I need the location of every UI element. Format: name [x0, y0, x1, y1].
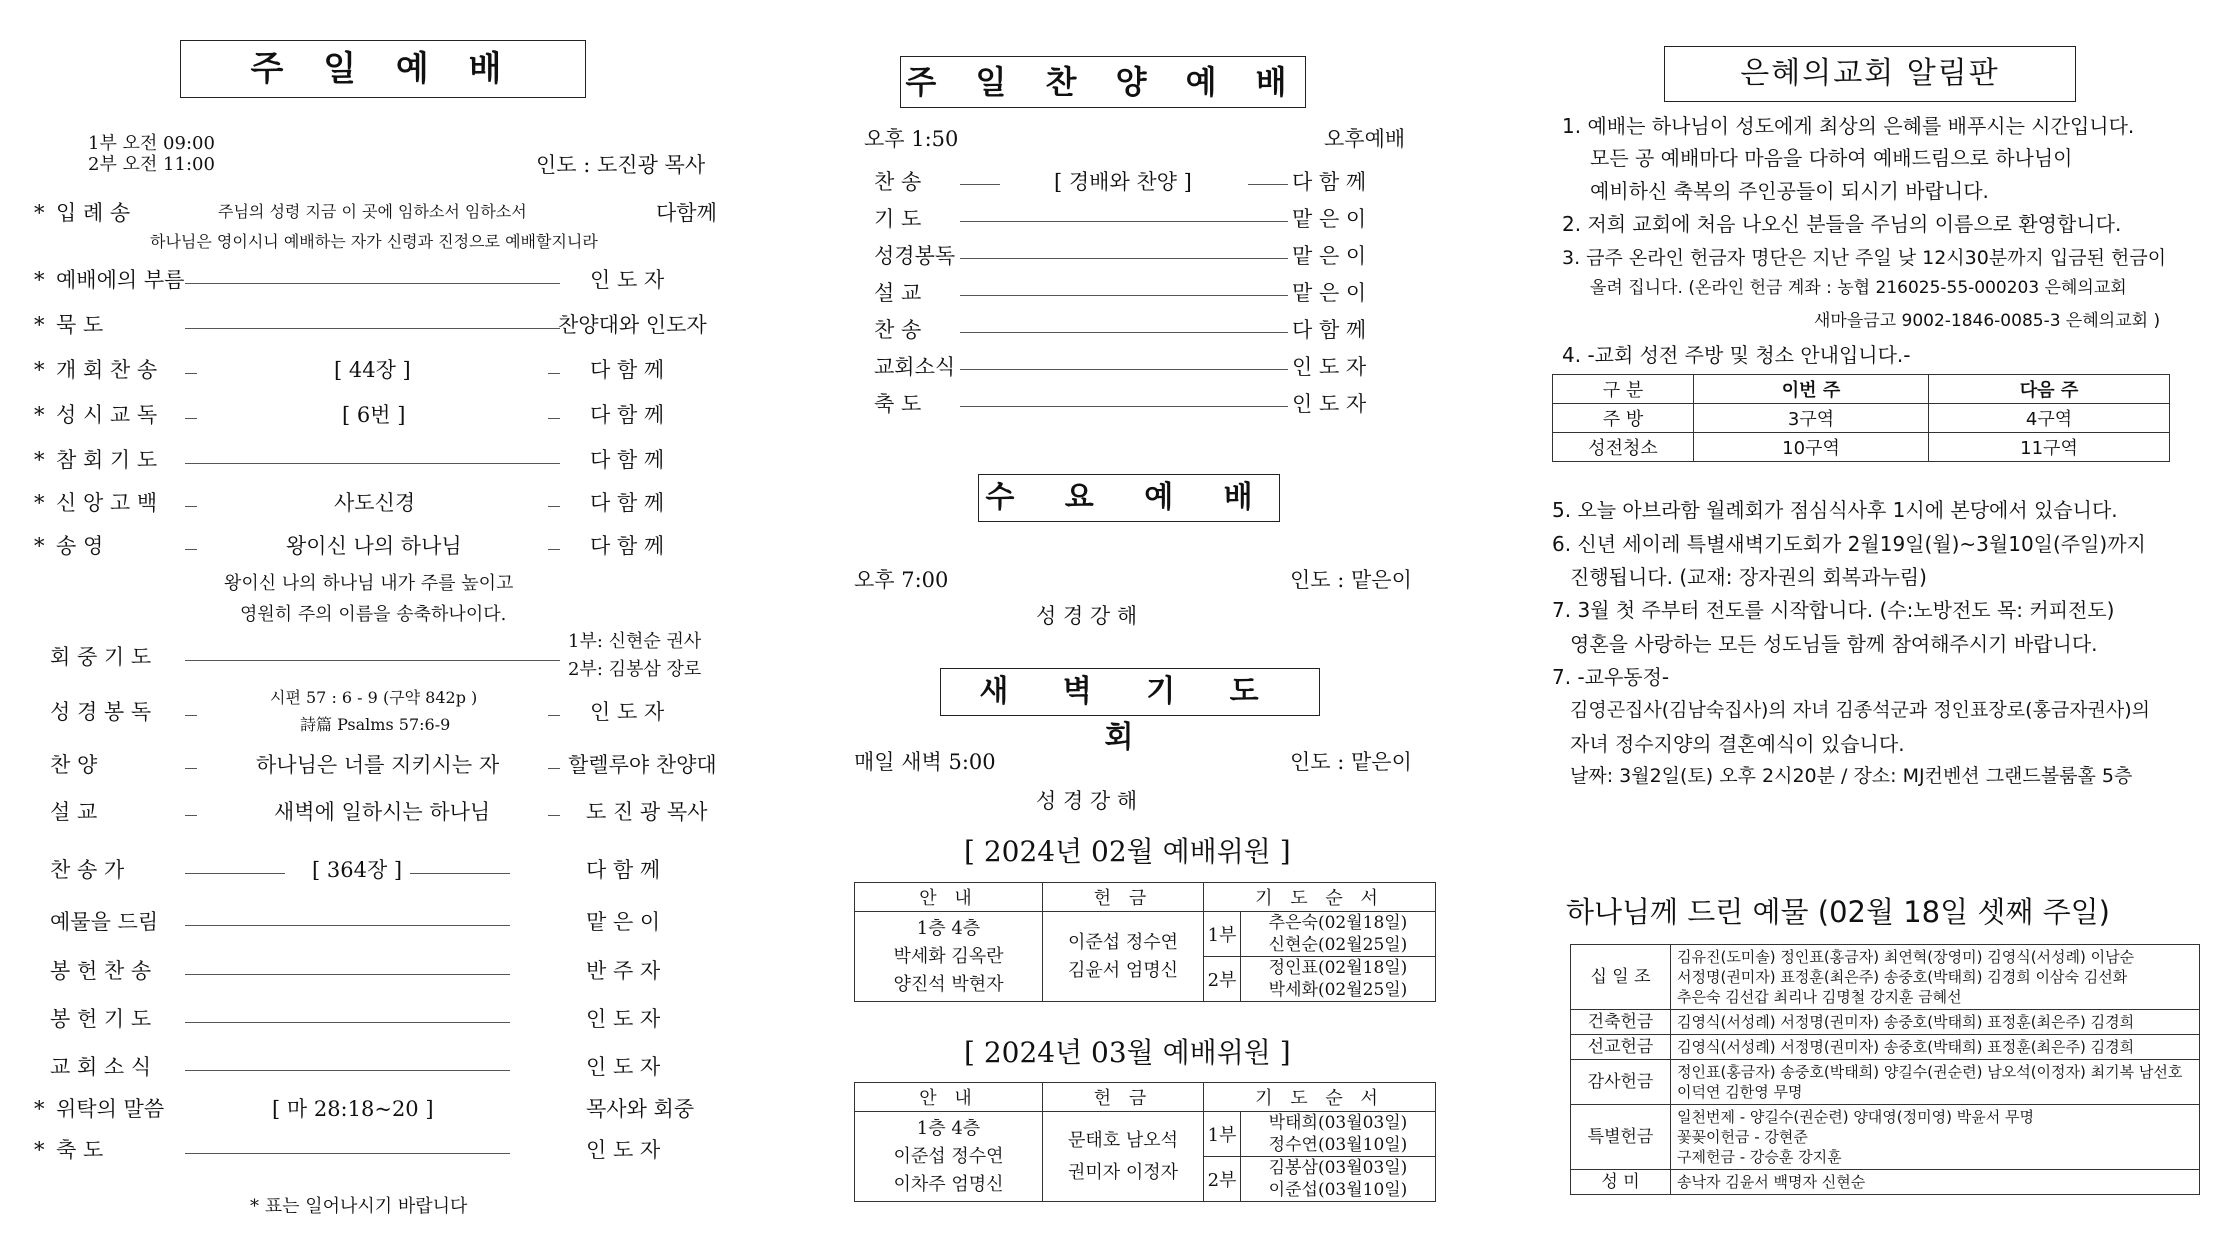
- news-right: 인 도 자: [586, 1055, 661, 1079]
- notice-board-title: 은혜의교회 알림판: [1664, 46, 2076, 102]
- offering-right: 맡 은 이: [586, 910, 661, 934]
- prayer-name: 이준섭(03월10일): [1268, 1180, 1408, 1200]
- offering-cell: [1043, 912, 1204, 1002]
- scripture-right: 인 도 자: [590, 700, 665, 724]
- offering-names: [1671, 1105, 2200, 1170]
- entrance-label: 입 례 송: [56, 201, 131, 225]
- feb-committee-table: [854, 882, 1436, 1002]
- notice-5: 5. 오늘 아브라함 월례회가 점심식사후 1시에 본당에서 있습니다.: [1552, 498, 2118, 522]
- praise-item-label: 교회소식: [874, 355, 956, 379]
- call-label: 예배에의 부름: [56, 268, 185, 292]
- prayer-name: 박태희(03월03일): [1268, 1113, 1408, 1133]
- praise-time: 오후 1:50: [864, 127, 959, 151]
- praise-item-label: 기 도: [874, 207, 922, 231]
- divider-line: [960, 258, 1288, 259]
- doxology-sub1: 왕이신 나의 하나님 내가 주를 높이고: [224, 573, 514, 594]
- news-label: 교 회 소 식: [50, 1055, 152, 1079]
- opening-star: *: [34, 358, 45, 382]
- creed-star: *: [34, 491, 45, 515]
- table-cell: 성전청소: [1553, 433, 1694, 462]
- sermon-label: 설 교: [50, 800, 98, 824]
- divider-line: [185, 373, 197, 374]
- notice-7: 7. 3월 첫 주부터 전도를 시작합니다. (수:노방전도 목: 커피전도): [1552, 598, 2115, 622]
- worship-leader: 인도 : 도진광 목사: [536, 153, 706, 177]
- guide-line: 1층 4층: [916, 917, 981, 939]
- table-header: 안 내: [855, 883, 1043, 912]
- responsive-right: 다 함 께: [590, 403, 665, 427]
- divider-line: [185, 815, 197, 816]
- doxology-star: *: [34, 534, 45, 558]
- dawn-leader: 인도 : 맡은이: [1290, 750, 1412, 774]
- offering-name-line: 김영식(서성례) 서정명(권미자) 송중호(박태희) 표정훈(최은주) 김경희: [1677, 1013, 2135, 1031]
- notice-8: 7. -교우동정-: [1552, 665, 1670, 689]
- praise-item-label: 찬 송: [874, 318, 922, 342]
- responsive-reading: [ 6번 ]: [342, 403, 406, 427]
- table-header: 기 도 순 서: [1204, 1083, 1436, 1112]
- offering-line: 이준섭 정수연: [1067, 931, 1179, 953]
- entrance-star: *: [34, 201, 45, 225]
- anthem-right: 할렐루야 찬양대: [568, 753, 717, 777]
- offering-names: [1671, 1035, 2200, 1060]
- notice-1: 1. 예배는 하나님이 성도에게 최상의 은혜를 배푸시는 시간입니다.: [1562, 114, 2135, 138]
- divider-line: [960, 369, 1288, 370]
- offering-name-line: 추은숙 김선갑 최리나 김명철 강지훈 금혜선: [1677, 988, 1962, 1006]
- offering-prayer-label: 봉 헌 기 도: [50, 1007, 152, 1031]
- guide-line: 양진석 박현자: [893, 973, 1004, 995]
- praise-item-right: 다 함 께: [1292, 318, 1367, 342]
- dawn-sub: 성 경 강 해: [1036, 789, 1138, 813]
- creed-text: 사도신경: [334, 491, 416, 515]
- offering-category: 감사헌금: [1571, 1060, 1671, 1105]
- praise-worship-column: [840, 0, 1440, 1258]
- divider-line: [548, 549, 560, 550]
- praise-item-right: 맡 은 이: [1292, 244, 1367, 268]
- creed-label: 신 앙 고 백: [56, 491, 158, 515]
- prayer-name: 정인표(02월18일): [1268, 958, 1408, 978]
- divider-line: [548, 373, 560, 374]
- call-right: 인 도 자: [590, 268, 665, 292]
- prayer-label: 회 중 기 도: [50, 645, 152, 669]
- divider-line: [960, 221, 1288, 222]
- prayer-name: 김봉삼(03월03일): [1268, 1158, 1408, 1178]
- divider-line: [960, 332, 1288, 333]
- offering-line: 김윤서 엄명신: [1067, 959, 1179, 981]
- wednesday-sub: 성 경 강 해: [1036, 604, 1138, 628]
- scripture-ref2: 詩篇 Psalms 57:6-9: [300, 715, 451, 734]
- divider-line: [185, 418, 197, 419]
- offering-category: 특별헌금: [1571, 1105, 1671, 1170]
- doxology-right: 다 함 께: [590, 534, 665, 558]
- offering-category: 성 미: [1571, 1170, 1671, 1195]
- table-cell: 10구역: [1694, 433, 1929, 462]
- divider-line: [185, 549, 197, 550]
- divider-line: [1248, 184, 1288, 185]
- guide-cell: [855, 912, 1043, 1002]
- offering-name-line: 꽃꽂이헌금 - 강현준: [1677, 1128, 1808, 1146]
- table-header: 다음 주: [1929, 375, 2170, 404]
- call-star: *: [34, 268, 45, 292]
- divider-line: [185, 925, 510, 926]
- silent-label: 묵 도: [56, 313, 104, 337]
- divider-line: [548, 768, 560, 769]
- prayer-cell: [1241, 1157, 1436, 1202]
- offering-name-line: 일천번제 - 양길수(권순련) 양대영(정미영) 박윤서 무명: [1677, 1108, 2034, 1126]
- commission-ref: [ 마 28:18~20 ]: [272, 1097, 434, 1121]
- prayer-right2: 2부: 김봉삼 장로: [568, 659, 702, 680]
- divider-line: [185, 283, 560, 284]
- divider-line: [185, 660, 560, 661]
- entrance-song: 주님의 성령 지금 이 곳에 임하소서 임하소서: [218, 202, 527, 221]
- divider-line: [960, 406, 1288, 407]
- part-cell: 1부: [1204, 1112, 1241, 1157]
- offering-prayer-right: 인 도 자: [586, 1007, 661, 1031]
- silent-right: 찬양대와 인도자: [558, 313, 707, 337]
- mar-committee-table: [854, 1082, 1436, 1202]
- table-header: 구 분: [1553, 375, 1694, 404]
- offering-names: [1671, 945, 2200, 1010]
- guide-line: 이준섭 정수연: [893, 1145, 1004, 1167]
- commission-label: 위탁의 말씀: [56, 1097, 165, 1121]
- table-header: 이번 주: [1694, 375, 1929, 404]
- guide-cell: [855, 1112, 1043, 1202]
- prayer-cell: [1241, 912, 1436, 957]
- prayer-name: 박세화(02월25일): [1268, 980, 1408, 1000]
- offering-names: [1671, 1060, 2200, 1105]
- repent-right: 다 함 께: [590, 448, 665, 472]
- notice-2: 2. 저희 교회에 처음 나오신 분들을 주님의 이름으로 환영합니다.: [1562, 212, 2122, 236]
- mar-committee-title: [ 2024년 03월 예배위원 ]: [964, 1036, 1291, 1069]
- prayer-cell: [1241, 957, 1436, 1002]
- offering-category: 십 일 조: [1571, 945, 1671, 1010]
- dawn-time: 매일 새벽 5:00: [854, 750, 996, 774]
- notice-8b: 자녀 정수지양의 결혼예식이 있습니다.: [1570, 732, 1905, 756]
- divider-line: [548, 815, 560, 816]
- divider-line: [185, 506, 197, 507]
- table-cell: 4구역: [1929, 404, 2170, 433]
- hymn-right: 다 함 께: [586, 858, 661, 882]
- table-header: 헌 금: [1043, 883, 1204, 912]
- divider-line: [960, 295, 1288, 296]
- cleaning-table: [1552, 374, 2170, 462]
- praise-item-center: [ 경배와 찬양 ]: [1054, 170, 1192, 194]
- repent-star: *: [34, 448, 45, 472]
- commission-star: *: [34, 1097, 45, 1121]
- praise-kind: 오후예배: [1324, 127, 1406, 151]
- divider-line: [185, 328, 560, 329]
- opening-label: 개 회 찬 송: [56, 358, 158, 382]
- notice-1c: 예비하신 축복의 주인공들이 되시기 바랍니다.: [1590, 179, 1989, 203]
- offering-name-line: 이덕연 김한영 무명: [1677, 1083, 1803, 1101]
- part-cell: 1부: [1204, 912, 1241, 957]
- notice-board-column: [1540, 0, 2232, 1258]
- offering-category: 건축헌금: [1571, 1010, 1671, 1035]
- wednesday-leader: 인도 : 맡은이: [1290, 568, 1412, 592]
- offering-category: 선교헌금: [1571, 1035, 1671, 1060]
- notice-8a: 김영곤집사(김남숙집사)의 자녀 김종석군과 정인표장로(홍금자권사)의: [1570, 699, 2151, 721]
- praise-item-label: 축 도: [874, 392, 922, 416]
- wednesday-worship-title: 수 요 예 배: [978, 474, 1280, 522]
- offering-name-line: 서정명(권미자) 표정훈(최은주) 송중호(박태희) 김경희 이삼숙 김선화: [1677, 968, 2128, 986]
- sermon-title: 새벽에 일하시는 하나님: [274, 800, 491, 824]
- sunday-worship-title: 주 일 예 배: [180, 40, 586, 98]
- divider-line: [548, 506, 560, 507]
- divider-line: [185, 715, 197, 716]
- divider-line: [185, 463, 560, 464]
- notice-1b: 모든 공 예배마다 마음을 다하여 예배드림으로 하나님이: [1590, 146, 2073, 170]
- divider-line: [548, 418, 560, 419]
- hymn-number: [ 364장 ]: [312, 858, 403, 882]
- guide-line: 이차주 엄명신: [893, 1173, 1004, 1195]
- opening-hymn: [ 44장 ]: [334, 358, 411, 382]
- offering-name-line: 송낙자 김윤서 백명자 신현순: [1677, 1173, 1866, 1191]
- notice-4: 4. -교회 성전 주방 및 청소 안내입니다.-: [1562, 343, 1911, 367]
- offering-line: 문태호 남오석: [1067, 1129, 1179, 1151]
- guide-line: 1층 4층: [916, 1117, 981, 1139]
- service-time-2: 2부 오전 11:00: [88, 154, 215, 175]
- doxology-song: 왕이신 나의 하나님: [286, 534, 462, 558]
- divider-line: [410, 873, 510, 874]
- anthem-label: 찬 양: [50, 753, 98, 777]
- doxology-sub2: 영원히 주의 이름을 송축하나이다.: [240, 604, 507, 625]
- opening-right: 다 함 께: [590, 358, 665, 382]
- praise-item-right: 인 도 자: [1292, 392, 1367, 416]
- offering-name-line: 정인표(홍금자) 송중호(박태희) 양길수(권순련) 남오석(이정자) 최기복 남선호: [1677, 1063, 2183, 1081]
- offering-line: 권미자 이정자: [1067, 1161, 1179, 1183]
- guide-line: 박세화 김옥란: [893, 945, 1004, 967]
- responsive-star: *: [34, 403, 45, 427]
- silent-star: *: [34, 313, 45, 337]
- sermon-right: 도 진 광 목사: [586, 800, 708, 824]
- table-header: 헌 금: [1043, 1083, 1204, 1112]
- offering-hymn-label: 봉 헌 찬 송: [50, 959, 152, 983]
- offering-list-table: [1570, 944, 2200, 1195]
- benediction-star: *: [34, 1138, 45, 1162]
- dawn-prayer-title: 새 벽 기 도 회: [940, 668, 1320, 716]
- benediction-right: 인 도 자: [586, 1138, 661, 1162]
- scripture-label: 성 경 봉 독: [50, 700, 152, 724]
- repent-label: 참 회 기 도: [56, 448, 158, 472]
- divider-line: [185, 1022, 510, 1023]
- entrance-sub: 하나님은 영이시니 예배하는 자가 신령과 진정으로 예배할지니라: [150, 232, 598, 251]
- divider-line: [185, 1070, 510, 1071]
- entrance-right: 다함께: [656, 201, 717, 225]
- praise-item-right: 인 도 자: [1292, 355, 1367, 379]
- notice-8c: 날짜: 3월2일(토) 오후 2시20분 / 장소: MJ컨벤션 그랜드볼룸홀 5층: [1570, 765, 2133, 787]
- praise-item-label: 성경봉독: [874, 244, 956, 268]
- divider-line: [185, 974, 510, 975]
- feb-committee-title: [ 2024년 02월 예배위원 ]: [964, 835, 1291, 868]
- divider-line: [185, 873, 285, 874]
- prayer-cell: [1241, 1112, 1436, 1157]
- service-time-1: 1부 오전 09:00: [88, 133, 215, 154]
- table-header: 기 도 순 서: [1204, 883, 1436, 912]
- table-cell: 주 방: [1553, 404, 1694, 433]
- anthem-title: 하나님은 너를 지키시는 자: [256, 753, 500, 777]
- scripture-ref: 시편 57 : 6 - 9 (구약 842p ): [270, 688, 478, 707]
- prayer-right1: 1부: 신현순 권사: [568, 631, 702, 652]
- doxology-label: 송 영: [56, 534, 104, 558]
- prayer-name: 추은숙(02월18일): [1268, 913, 1408, 933]
- offering-hymn-right: 반 주 자: [586, 959, 661, 983]
- offering-names: [1671, 1010, 2200, 1035]
- praise-item-label: 찬 송: [874, 170, 922, 194]
- hymn-label: 찬 송 가: [50, 858, 125, 882]
- offering-name-line: 김유진(도미솔) 정인표(홍금자) 최연혁(장영미) 김영식(서성례) 이남순: [1677, 948, 2135, 966]
- wednesday-time: 오후 7:00: [854, 568, 949, 592]
- prayer-name: 정수연(03월10일): [1268, 1135, 1408, 1155]
- notice-3b: 올려 집니다. (온라인 헌금 계좌 : 농협 216025-55-000203 은혜의교회: [1590, 278, 2127, 298]
- table-cell: 3구역: [1694, 404, 1929, 433]
- praise-item-label: 설 교: [874, 281, 922, 305]
- offering-list-title: 하나님께 드린 예물 (02월 18일 셋째 주일): [1566, 895, 2110, 929]
- praise-item-right: 다 함 께: [1292, 170, 1367, 194]
- benediction-label: 축 도: [56, 1138, 104, 1162]
- footnote: * 표는 일어나시기 바랍니다: [250, 1196, 468, 1217]
- prayer-name: 신현순(02월25일): [1268, 935, 1408, 955]
- praise-item-right: 맡 은 이: [1292, 281, 1367, 305]
- responsive-label: 성 시 교 독: [56, 403, 158, 427]
- notice-6b: 진행됩니다. (교재: 장자권의 회복과누림): [1570, 565, 1927, 589]
- sunday-worship-column: [0, 0, 740, 1258]
- notice-3c: 새마을금고 9002-1846-0085-3 은혜의교회 ): [1814, 311, 2161, 331]
- offering-names: [1671, 1170, 2200, 1195]
- praise-worship-title: 주 일 찬 양 예 배: [900, 56, 1306, 108]
- part-cell: 2부: [1204, 1157, 1241, 1202]
- notice-6: 6. 신년 세이레 특별새벽기도회가 2월19일(월)~3월10일(주일)까지: [1552, 532, 2146, 556]
- divider-line: [960, 184, 1000, 185]
- notice-3: 3. 금주 온라인 헌금자 명단은 지난 주일 낮 12시30분까지 입금된 헌금이: [1562, 247, 2167, 269]
- offering-label: 예물을 드림: [50, 910, 159, 934]
- part-cell: 2부: [1204, 957, 1241, 1002]
- notice-7b: 영혼을 사랑하는 모든 성도님들 함께 참여해주시기 바랍니다.: [1570, 632, 2098, 656]
- creed-right: 다 함 께: [590, 491, 665, 515]
- table-cell: 11구역: [1929, 433, 2170, 462]
- commission-right: 목사와 회중: [586, 1097, 695, 1121]
- offering-name-line: 구제헌금 - 강승훈 강지훈: [1677, 1148, 1842, 1166]
- offering-name-line: 김영식(서성례) 서정명(권미자) 송중호(박태희) 표정훈(최은주) 김경희: [1677, 1038, 2135, 1056]
- divider-line: [185, 768, 197, 769]
- offering-cell: [1043, 1112, 1204, 1202]
- table-header: 안 내: [855, 1083, 1043, 1112]
- divider-line: [548, 715, 560, 716]
- praise-item-right: 맡 은 이: [1292, 207, 1367, 231]
- divider-line: [185, 1153, 510, 1154]
